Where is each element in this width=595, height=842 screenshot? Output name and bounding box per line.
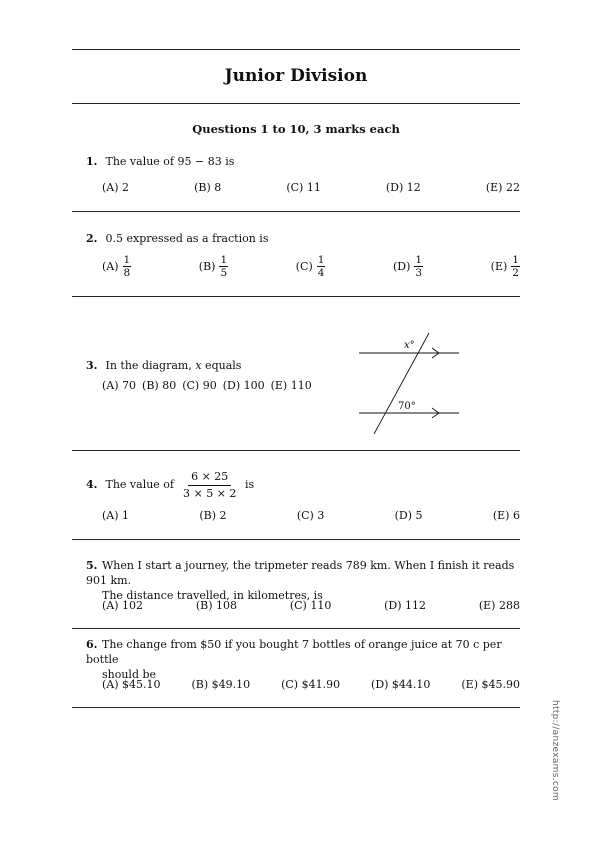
question-text-line-1: When I start a journey, the tripmeter reads 789 km. When I finish it reads 901 km. bbox=[86, 559, 515, 587]
question-6-options bbox=[102, 678, 520, 691]
question-number: 6. bbox=[86, 638, 98, 651]
option-label: (D) bbox=[393, 260, 411, 273]
option-d[interactable]: (D) 112 bbox=[384, 599, 427, 612]
option-e[interactable]: (E) 110 bbox=[270, 379, 312, 392]
option-d[interactable]: (D) 5 bbox=[394, 509, 423, 522]
option-a[interactable]: (A) 70 bbox=[102, 379, 137, 392]
angle-label-x: x° bbox=[404, 340, 415, 351]
question-number: 5. bbox=[86, 559, 98, 572]
option-b[interactable]: (B) $49.10 bbox=[191, 678, 251, 691]
question-number: 4. bbox=[86, 478, 98, 491]
option-b[interactable]: (B) 8 bbox=[194, 181, 222, 194]
divider-1 bbox=[72, 211, 520, 212]
question-6 bbox=[86, 637, 520, 682]
question-3-options bbox=[102, 379, 318, 392]
option-label: (E) bbox=[490, 260, 508, 273]
question-text-line-2: should be bbox=[102, 668, 157, 681]
option-e[interactable]: (E) 6 bbox=[492, 509, 520, 522]
option-label: (C) bbox=[295, 260, 313, 273]
option-a[interactable]: (A) 102 bbox=[102, 599, 144, 612]
fraction-numerator: 1 bbox=[415, 254, 423, 266]
fraction bbox=[414, 254, 423, 279]
side-url-watermark: http://anzexams.com bbox=[550, 700, 560, 801]
text-part: equals bbox=[201, 359, 242, 372]
fraction-numerator: 1 bbox=[317, 254, 325, 266]
fraction-numerator: 1 bbox=[220, 254, 228, 266]
section-heading: Questions 1 to 10, 3 marks each bbox=[192, 122, 400, 136]
parallel-lines-diagram bbox=[355, 330, 465, 438]
option-d[interactable]: (D) 12 bbox=[385, 181, 421, 194]
option-d[interactable] bbox=[393, 254, 423, 279]
fraction bbox=[123, 254, 132, 279]
question-text bbox=[106, 359, 242, 372]
question-number: 2. bbox=[86, 232, 98, 245]
fraction bbox=[511, 254, 520, 279]
fraction-denominator: 5 bbox=[220, 267, 228, 279]
question-4-fraction bbox=[180, 470, 239, 501]
option-c[interactable]: (C) 3 bbox=[296, 509, 325, 522]
divider-2 bbox=[72, 296, 520, 297]
fraction-denominator: 3 bbox=[415, 267, 423, 279]
option-d[interactable]: (D) $44.10 bbox=[371, 678, 431, 691]
fraction-denominator: 2 bbox=[512, 267, 519, 279]
question-text: The value of bbox=[105, 478, 175, 491]
question-1-options bbox=[102, 181, 520, 194]
top-rule bbox=[72, 49, 520, 50]
divider-4 bbox=[72, 539, 520, 540]
question-number: 3. bbox=[86, 359, 98, 372]
fraction bbox=[317, 254, 326, 279]
divider-5 bbox=[72, 628, 520, 629]
option-b[interactable] bbox=[199, 254, 228, 279]
option-b[interactable]: (B) 2 bbox=[199, 509, 227, 522]
fraction bbox=[219, 254, 228, 279]
question-number: 1. bbox=[86, 155, 98, 168]
question-4-text-end: is bbox=[245, 478, 255, 491]
question-2 bbox=[86, 232, 520, 245]
option-a[interactable]: (A) 2 bbox=[102, 181, 130, 194]
option-e[interactable]: (E) 288 bbox=[478, 599, 520, 612]
question-5 bbox=[86, 558, 520, 603]
option-e[interactable]: (E) $45.90 bbox=[461, 678, 520, 691]
option-a[interactable]: (A) $45.10 bbox=[102, 678, 161, 691]
option-label: (A) bbox=[102, 260, 119, 273]
question-1 bbox=[86, 155, 520, 168]
option-b[interactable]: (B) 80 bbox=[142, 379, 177, 392]
title-rule bbox=[72, 103, 520, 104]
option-c[interactable]: (C) 11 bbox=[286, 181, 321, 194]
option-label: (B) bbox=[198, 260, 216, 273]
question-text-line-2: The distance travelled, in kilometres, is bbox=[102, 589, 323, 602]
question-4 bbox=[86, 478, 520, 491]
bottom-rule bbox=[72, 707, 520, 708]
question-5-options bbox=[102, 599, 520, 612]
fraction-numerator: 1 bbox=[512, 254, 519, 266]
option-c[interactable]: (C) $41.90 bbox=[281, 678, 341, 691]
divider-3 bbox=[72, 450, 520, 451]
variable-x: x bbox=[195, 359, 202, 372]
fraction-denominator: 4 bbox=[317, 267, 325, 279]
option-e[interactable] bbox=[491, 254, 520, 279]
option-c[interactable] bbox=[296, 254, 326, 279]
option-b[interactable]: (B) 108 bbox=[195, 599, 238, 612]
text-part: In the diagram, bbox=[105, 359, 196, 372]
angle-label-70: 70° bbox=[398, 401, 416, 412]
option-a[interactable] bbox=[102, 254, 131, 279]
question-text: The value of 95 − 83 is bbox=[105, 155, 235, 168]
option-a[interactable]: (A) 1 bbox=[102, 509, 130, 522]
option-c[interactable]: (C) 110 bbox=[289, 599, 332, 612]
option-d[interactable]: (D) 100 bbox=[222, 379, 265, 392]
fraction-denominator: 8 bbox=[123, 267, 131, 279]
option-c[interactable]: (C) 90 bbox=[182, 379, 217, 392]
transversal-line bbox=[374, 333, 429, 434]
question-text-line-1: The change from $50 if you bought 7 bottles of orange juice at 70 c per bottle bbox=[86, 638, 502, 666]
question-4-options bbox=[102, 509, 520, 522]
page-title: Junior Division bbox=[224, 66, 368, 86]
fraction-numerator: 6 × 25 bbox=[188, 470, 231, 486]
fraction-numerator: 1 bbox=[123, 254, 131, 266]
option-e[interactable]: (E) 22 bbox=[485, 181, 520, 194]
question-text: 0.5 expressed as a fraction is bbox=[105, 232, 269, 245]
fraction-denominator: 3 × 5 × 2 bbox=[183, 487, 237, 500]
question-2-options bbox=[102, 254, 520, 279]
